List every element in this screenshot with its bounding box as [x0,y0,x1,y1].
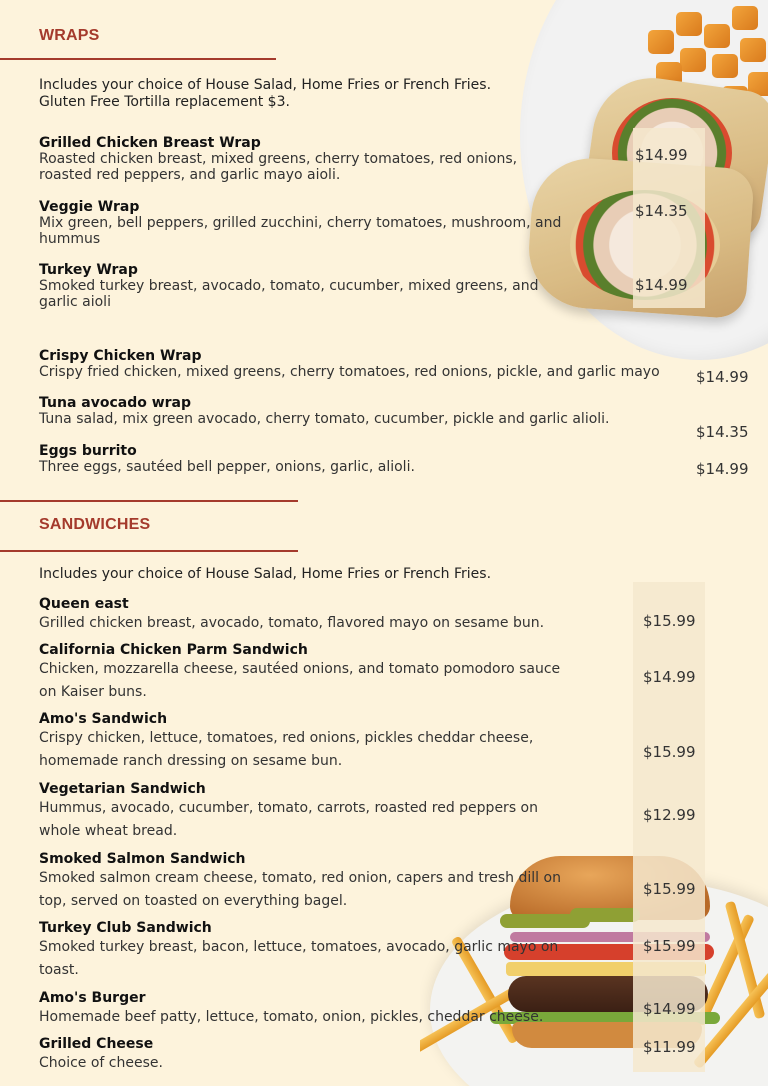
item-name: Smoked Salmon Sandwich [39,851,246,867]
sandwiches-heading: SANDWICHES [39,516,151,533]
item-description: hummus [39,231,101,247]
item-name: Eggs burrito [39,443,137,459]
item-description: Choice of cheese. [39,1055,163,1071]
item-price: $14.35 [696,423,749,441]
item-name: Turkey Club Sandwich [39,920,212,936]
list-item [39,262,538,310]
item-name: Tuna avocado wrap [39,395,192,411]
item-name: California Chicken Parm Sandwich [39,642,308,658]
item-description: whole wheat bread. [39,823,178,839]
wraps-note-line: Gluten Free Tortilla replacement $3. [39,94,290,110]
item-description: on Kaiser buns. [39,684,147,700]
item-description: Mix green, bell peppers, grilled zucchini, cherry tomatoes, mushroom, and [39,215,562,231]
item-description: Smoked turkey breast, bacon, lettuce, tomatoes, avocado, garlic mayo on [39,939,559,955]
list-item [39,851,561,913]
item-price: $15.99 [643,612,696,630]
item-description: garlic aioli [39,294,111,310]
item-name: Amo's Sandwich [39,711,168,727]
item-description: Crispy chicken, lettuce, tomatoes, red onions, pickles cheddar cheese, [39,730,534,746]
item-price: $15.99 [643,880,696,898]
sandwiches-heading-rule [0,550,298,552]
item-price: $14.99 [696,460,749,478]
item-description: homemade ranch dressing on sesame bun. [39,753,343,769]
item-name: Crispy Chicken Wrap [39,348,202,364]
item-price: $11.99 [643,1038,696,1056]
item-price: $14.35 [635,202,688,220]
list-item [39,711,533,773]
item-description: toast. [39,962,79,978]
list-item [39,135,517,183]
wraps-note [39,77,491,111]
sandwiches-note: Includes your choice of House Salad, Home Fries or French Fries. [39,566,492,582]
item-description: Smoked turkey breast, avocado, tomato, cucumber, mixed greens, and [39,278,539,294]
list-item [39,199,561,247]
list-item [39,990,543,1029]
item-name: Veggie Wrap [39,199,140,215]
item-name: Vegetarian Sandwich [39,781,206,797]
sandwiches-top-rule [0,500,298,502]
item-name: Grilled Chicken Breast Wrap [39,135,261,151]
item-price: $15.99 [643,743,696,761]
item-description: Three eggs, sautéed bell pepper, onions, garlic, alioli. [39,459,415,475]
list-item [39,642,560,704]
item-price: $14.99 [635,146,688,164]
list-item [39,348,660,380]
item-price: $14.99 [635,276,688,294]
item-description: Chicken, mozzarella cheese, sautéed onions, and tomato pomodoro sauce [39,661,561,677]
item-description: Tuna salad, mix green avocado, cherry tomato, cucumber, pickle and garlic alioli. [39,411,610,427]
item-description: roasted red peppers, and garlic mayo aioli. [39,167,341,183]
item-price: $14.99 [643,668,696,686]
wraps-heading: WRAPS [39,27,100,44]
item-description: Hummus, avocado, cucumber, tomato, carrots, roasted red peppers on [39,800,538,816]
item-price: $12.99 [643,806,696,824]
item-name: Amo's Burger [39,990,146,1006]
list-item [39,443,415,475]
list-item [39,1036,163,1075]
list-item [39,596,544,635]
item-price: $14.99 [696,368,749,386]
item-description: Grilled chicken breast, avocado, tomato, flavored mayo on sesame bun. [39,615,545,631]
item-price: $15.99 [643,937,696,955]
wraps-note-line: Includes your choice of House Salad, Home Fries or French Fries. [39,77,492,93]
item-name: Grilled Cheese [39,1036,154,1052]
list-item [39,781,538,843]
item-description: top, served on toasted on everything bagel. [39,893,348,909]
wraps-heading-rule [0,58,276,60]
item-description: Roasted chicken breast, mixed greens, cherry tomatoes, red onions, [39,151,518,167]
list-item [39,920,558,982]
item-name: Turkey Wrap [39,262,138,278]
item-description: Crispy fried chicken, mixed greens, cherry tomatoes, red onions, pickle, and garlic mayo [39,364,660,380]
item-price: $14.99 [643,1000,696,1018]
list-item [39,395,610,427]
item-description: Smoked salmon cream cheese, tomato, red onion, capers and tresh dill on [39,870,561,886]
item-name: Queen east [39,596,129,612]
sandwiches-price-panel [633,582,705,1072]
item-description: Homemade beef patty, lettuce, tomato, onion, pickles, cheddar cheese. [39,1009,544,1025]
